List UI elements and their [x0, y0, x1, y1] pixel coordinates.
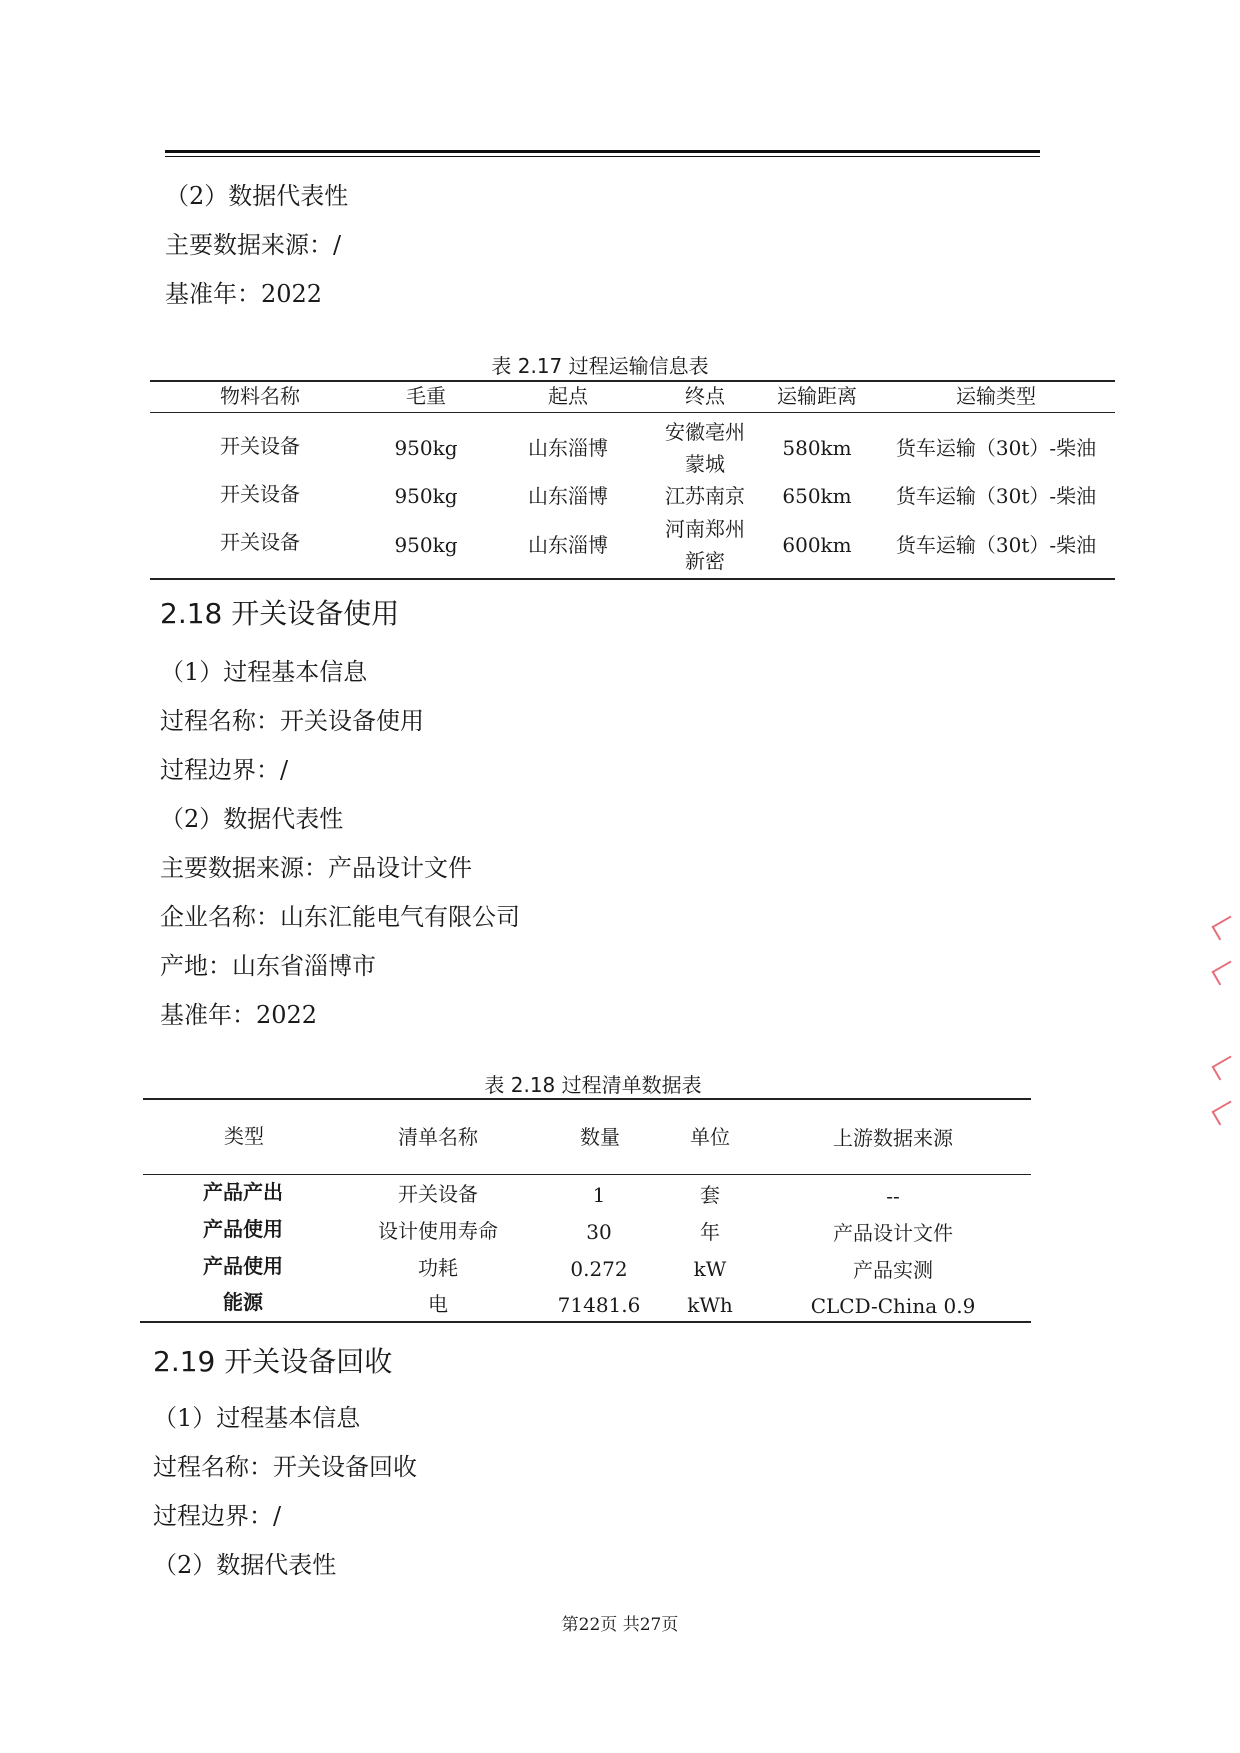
table-header-rule — [150, 412, 1115, 413]
column-header: 物料名称 — [220, 384, 300, 408]
table-cell: kW — [693, 1257, 727, 1281]
table-caption: 表 2.18 过程清单数据表 — [484, 1073, 702, 1097]
column-header: 清单名称 — [398, 1125, 478, 1149]
column-header: 运输距离 — [777, 384, 857, 408]
table-cell: 950kg — [394, 484, 458, 508]
table-cell: 功耗 — [418, 1256, 458, 1280]
table-cell: 河南郑州 新密 — [665, 517, 745, 573]
column-header: 终点 — [685, 384, 725, 408]
table-cell: 950kg — [394, 533, 458, 557]
table-cell: -- — [886, 1184, 900, 1208]
main-data-source: 主要数据来源：产品设计文件 — [160, 854, 472, 882]
section-heading: 2.18 开关设备使用 — [160, 597, 400, 630]
table-cell: 江苏南京 — [665, 484, 745, 508]
base-year: 基准年：2022 — [165, 280, 323, 308]
table-cell: 货车运输（30t）-柴油 — [895, 436, 1097, 460]
header-rule-thin — [165, 156, 1040, 157]
table-cell: 货车运输（30t）-柴油 — [895, 484, 1097, 508]
table-cell: 30 — [586, 1220, 612, 1244]
process-boundary: 过程边界：/ — [160, 756, 289, 784]
table-cell: 开关设备 — [220, 434, 300, 458]
seal-mark — [1211, 1101, 1238, 1126]
seal-mark — [1211, 916, 1238, 941]
table-header-rule — [143, 1174, 1031, 1175]
table-cell: 650km — [782, 484, 852, 508]
column-header: 单位 — [690, 1125, 730, 1149]
data-representativeness-label: （2）数据代表性 — [153, 1551, 337, 1579]
table-cell: 0.272 — [570, 1257, 628, 1281]
header-rule — [165, 150, 1040, 153]
data-representativeness-label: （2）数据代表性 — [165, 182, 349, 210]
seal-mark — [1211, 1056, 1238, 1081]
basic-info-label: （1）过程基本信息 — [160, 658, 368, 686]
process-boundary: 过程边界：/ — [153, 1502, 282, 1530]
table-cell: 套 — [700, 1183, 720, 1207]
table-cell: 开关设备 — [220, 482, 300, 506]
process-name: 过程名称：开关设备使用 — [160, 707, 424, 735]
table-cell: 产品使用 — [203, 1217, 283, 1241]
column-header: 起点 — [548, 384, 588, 408]
table-cell: 开关设备 — [398, 1182, 478, 1206]
table-cell: 产品使用 — [203, 1254, 283, 1278]
data-representativeness-label: （2）数据代表性 — [160, 805, 344, 833]
table-cell: 货车运输（30t）-柴油 — [895, 533, 1097, 557]
page-number: 第22页 共27页 — [561, 1615, 679, 1635]
company-name: 企业名称：山东汇能电气有限公司 — [160, 903, 520, 931]
table-cell: 山东淄博 — [528, 533, 608, 557]
table-cell: 产品设计文件 — [833, 1221, 953, 1245]
table-top-rule — [143, 1098, 1031, 1100]
table-cell: 开关设备 — [220, 530, 300, 554]
table-caption: 表 2.17 过程运输信息表 — [491, 354, 709, 378]
section-heading: 2.19 开关设备回收 — [153, 1345, 393, 1378]
table-cell: 600km — [782, 533, 852, 557]
column-header: 数量 — [580, 1125, 620, 1149]
column-header: 毛重 — [406, 384, 446, 408]
column-header: 运输类型 — [956, 384, 1036, 408]
table-cell: 950kg — [394, 436, 458, 460]
table-cell: 电 — [428, 1292, 448, 1316]
table-cell: 产品实测 — [853, 1258, 933, 1282]
table-cell: 1 — [592, 1183, 606, 1207]
column-header: 上游数据来源 — [833, 1126, 953, 1150]
seal-mark — [1211, 961, 1238, 986]
table-cell: 山东淄博 — [528, 484, 608, 508]
table-cell: 安徽亳州 蒙城 — [665, 420, 745, 476]
table-cell: 71481.6 — [557, 1293, 641, 1317]
basic-info-label: （1）过程基本信息 — [153, 1404, 361, 1432]
process-name: 过程名称：开关设备回收 — [153, 1453, 417, 1481]
table-cell: kWh — [687, 1293, 733, 1317]
table-cell: CLCD-China 0.9 — [810, 1294, 976, 1318]
table-cell: 山东淄博 — [528, 436, 608, 460]
table-cell: 580km — [782, 436, 852, 460]
origin: 产地：山东省淄博市 — [160, 952, 376, 980]
main-data-source: 主要数据来源：/ — [165, 231, 342, 259]
table-cell: 能源 — [223, 1290, 263, 1314]
base-year: 基准年：2022 — [160, 1001, 318, 1029]
table-cell: 设计使用寿命 — [378, 1219, 498, 1243]
table-cell: 年 — [700, 1220, 720, 1244]
table-cell: 产品产出 — [203, 1180, 283, 1204]
table-bottom-rule — [150, 578, 1115, 580]
column-header: 类型 — [224, 1124, 264, 1148]
